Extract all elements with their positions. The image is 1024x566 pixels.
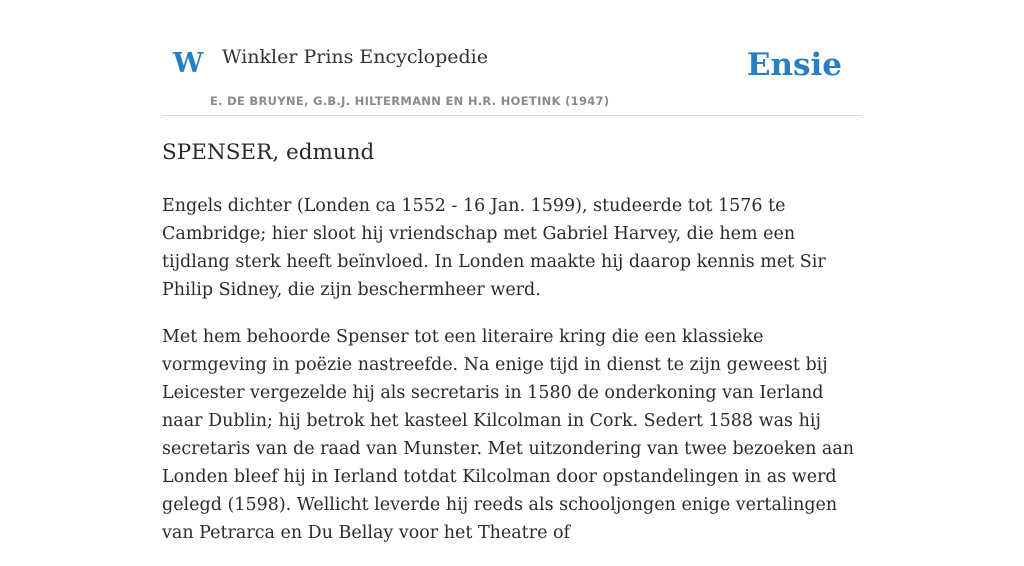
article-paragraph: Met hem behoorde Spenser tot een literaire kring die een klassieke vormgeving in poëzie nastreefde. Na enige tijd in dienst te zijn geweest bij Leicester vergezelde hij als secretaris in 1580 de onderkoning van Ierland naar Dublin; hij betrok het kasteel Kilcolman in Cork. Sedert 1588 was hij secretaris van de raad van Munster. Met uitzondering van twee bezoeken aan Londen bleef hij in Ierland totdat Kilcolman door opstandelingen in as werd gelegd (1598). Wellicht leverde hij reeds als schooljongen enige vertalingen van Petrarca en Du Bellay voor het Theatre of xyxy=(162,327,855,543)
winkler-prins-logo[interactable]: W xyxy=(173,48,204,79)
site-header xyxy=(162,30,862,116)
publication-authors: E. DE BRUYNE, G.B.J. HILTERMANN EN H.R. HOETINK (1947) xyxy=(210,94,610,108)
entry-title: SPENSER, edmund xyxy=(162,140,375,165)
entry-article xyxy=(162,192,862,566)
publication-title[interactable]: Winkler Prins Encyclopedie xyxy=(222,46,488,68)
article-paragraph: Engels dichter (Londen ca 1552 - 16 Jan. 1599), studeerde tot 1576 te Cambridge; hier sloot hij vriendschap met Gabriel Harvey, die hem een tijdlang sterk heeft beïnvloed. In Londen maakte hij daarop kennis met Sir Philip Sidney, die zijn beschermheer werd. xyxy=(162,196,826,300)
ensie-logo[interactable]: Ensie xyxy=(746,47,842,83)
